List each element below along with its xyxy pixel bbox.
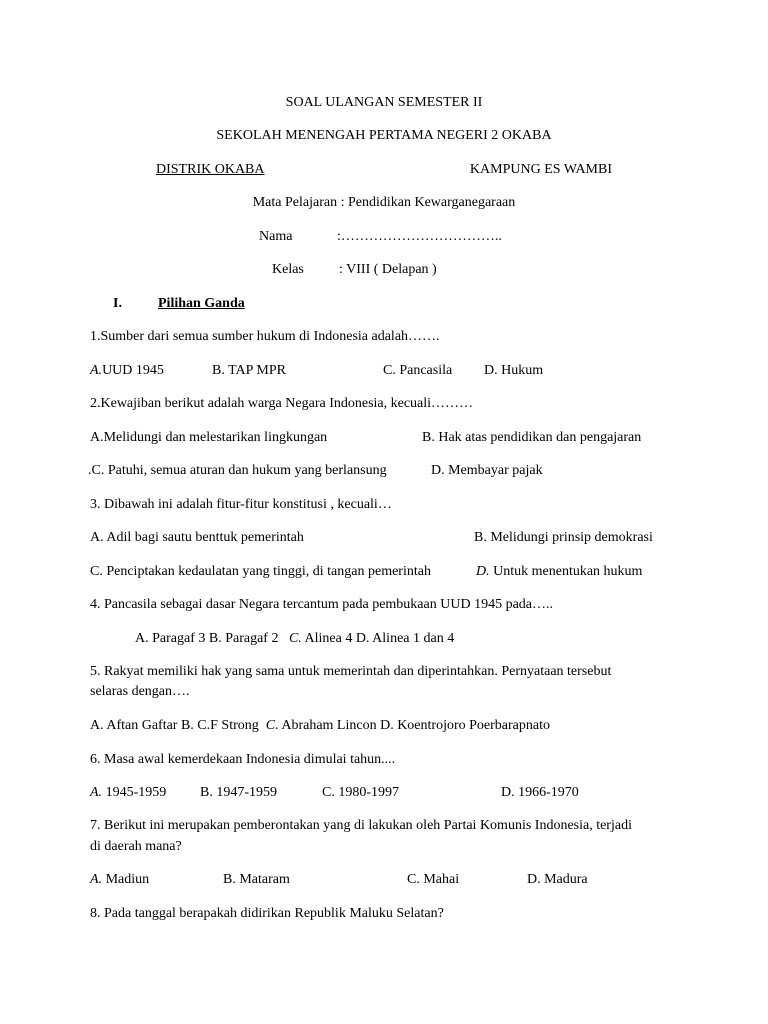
question-3: 3. Dibawah ini adalah fitur-fitur konstitusi , kecuali…	[90, 497, 392, 512]
q4-options-cd: Alinea 4 D. Alinea 1 dan 4	[304, 631, 455, 646]
q6-option-b: B. 1947-1959	[200, 785, 277, 800]
option-letter: C.	[265, 718, 279, 733]
q4-options	[135, 630, 454, 648]
q7-option-b: B. Mataram	[223, 872, 290, 887]
question-6: 6. Masa awal kemerdekaan Indonesia dimulai tahun....	[90, 752, 396, 767]
question-7-line-1: 7. Berikut ini merupakan pemberontakan yang di lakukan oleh Partai Komunis Indonesia, terjadi	[90, 818, 632, 833]
q1-option-c: C. Pancasila	[383, 363, 453, 378]
q3-option-a: A. Adil bagi sautu benttuk pemerintah	[90, 530, 304, 545]
class-label: Kelas	[272, 262, 304, 277]
option-letter: A.	[90, 872, 103, 887]
q1-option-a	[90, 362, 164, 380]
question-2: 2.Kewajiban berikut adalah warga Negara Indonesia, kecuali………	[90, 396, 474, 411]
name-blank: :……………………………..	[337, 229, 502, 244]
q2-option-a: A.Melidungi dan melestarikan lingkungan	[90, 430, 328, 445]
section-title: Pilihan Ganda	[158, 296, 245, 311]
option-text: UUD 1945	[102, 363, 164, 378]
question-8: 8. Pada tanggal berapakah didirikan Republik Maluku Selatan?	[90, 906, 444, 921]
option-letter: C.	[288, 631, 302, 646]
district-label: DISTRIK OKABA	[156, 162, 265, 177]
class-value: : VIII ( Delapan )	[339, 262, 437, 277]
q2-option-b: B. Hak atas pendidikan dan pengajaran	[422, 430, 642, 445]
option-text: 1945-1959	[105, 785, 167, 800]
question-5-line-2: selaras dengan….	[90, 684, 190, 699]
q7-option-c: C. Mahai	[407, 872, 460, 887]
q7-option-a	[90, 871, 149, 889]
q4-options-ab: A. Paragaf 3 B. Paragaf 2	[135, 631, 279, 646]
q6-option-a	[90, 784, 166, 802]
subject-line: Mata Pelajaran : Pendidikan Kewarganegaraan	[252, 195, 516, 210]
q2-option-d: D. Membayar pajak	[431, 463, 543, 478]
q7-option-d: D. Madura	[527, 872, 588, 887]
option-letter: A.	[90, 785, 103, 800]
option-text: Madiun	[105, 872, 150, 887]
q3-option-b: B. Melidungi prinsip demokrasi	[474, 530, 653, 545]
location-line	[156, 161, 614, 179]
question-4: 4. Pancasila sebagai dasar Negara tercantum pada pembukaan UUD 1945 pada…..	[90, 597, 553, 612]
q3-option-c: C. Penciptakan kedaulatan yang tinggi, di tangan pemerintah	[90, 564, 431, 579]
school-name: SEKOLAH MENENGAH PERTAMA NEGERI 2 OKABA	[216, 128, 552, 143]
option-text: Untuk menentukan hukum	[493, 564, 643, 579]
section-number: I.	[113, 296, 122, 311]
q5-options-cd: Abraham Lincon D. Koentrojoro Poerbarapnato	[281, 718, 550, 733]
question-7-line-2: di daerah mana?	[90, 839, 182, 854]
option-letter: D.	[476, 564, 490, 579]
q6-option-d: D. 1966-1970	[501, 785, 579, 800]
q3-option-d	[476, 563, 642, 581]
q2-option-c: .C. Patuhi, semua aturan dan hukum yang berlansung	[88, 463, 387, 478]
q1-option-b: B. TAP MPR	[212, 363, 286, 378]
question-5-line-1: 5. Rakyat memiliki hak yang sama untuk memerintah dan diperintahkan. Pernyataan tersebut	[90, 664, 612, 679]
option-letter: A.	[90, 363, 103, 378]
q5-options-ab: A. Aftan Gaftar B. C.F Strong	[90, 718, 259, 733]
village-label: KAMPUNG ES WAMBI	[469, 162, 612, 177]
q5-options	[90, 717, 550, 735]
exam-title: SOAL ULANGAN SEMESTER II	[285, 95, 483, 110]
name-label: Nama	[259, 229, 293, 244]
question-1: 1.Sumber dari semua sumber hukum di Indonesia adalah…….	[90, 329, 440, 344]
q6-option-c: C. 1980-1997	[322, 785, 399, 800]
q1-option-d: D. Hukum	[484, 363, 544, 378]
